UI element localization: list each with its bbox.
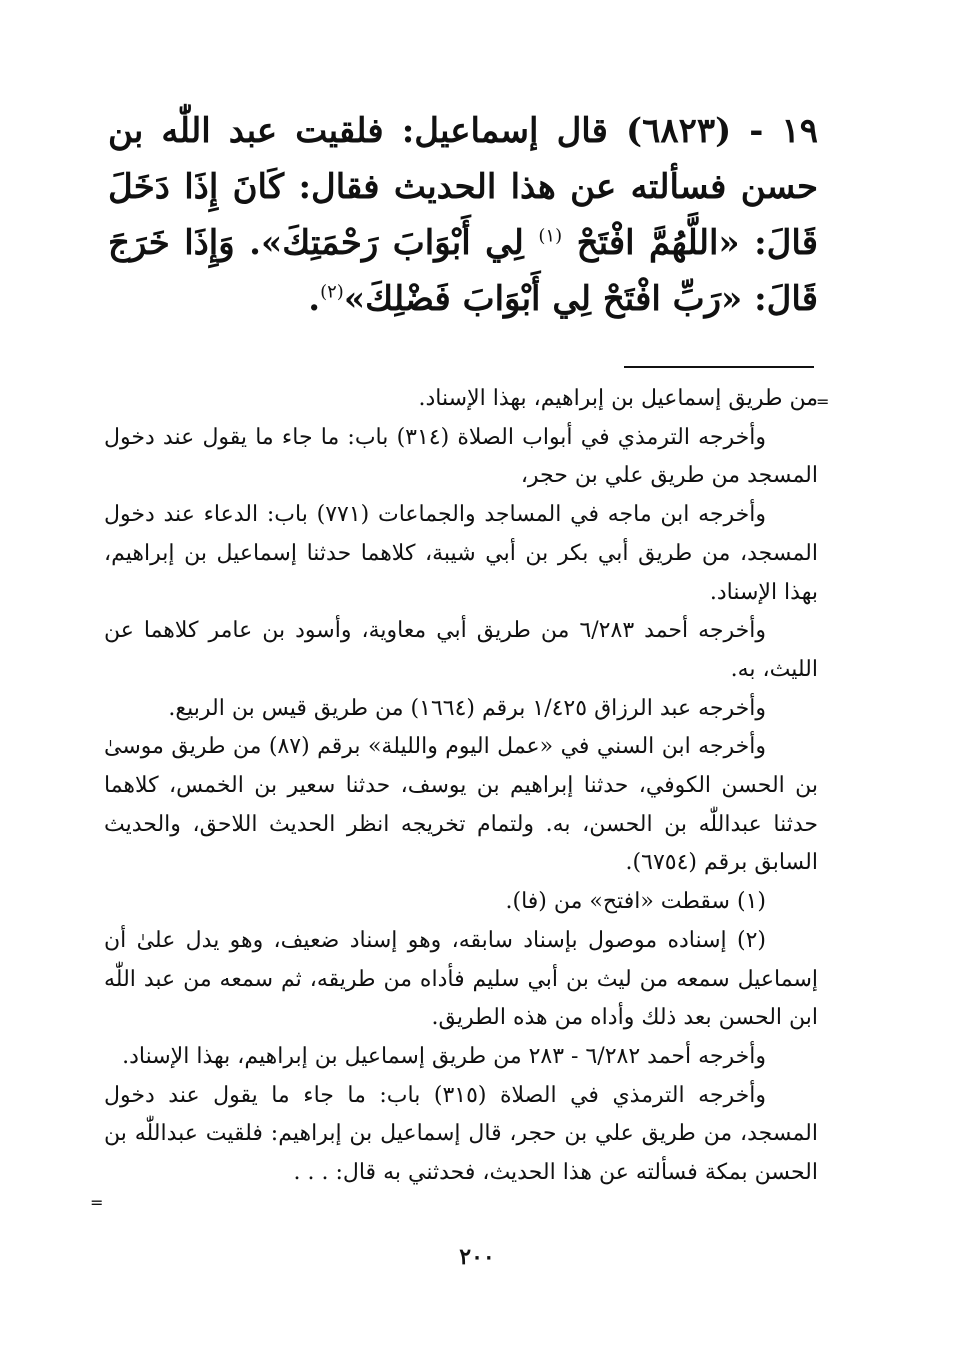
footnote-ref-2[interactable]: (٢)	[320, 281, 344, 303]
footnote-1: (١) سقطت «افتح» من (فا).	[505, 889, 766, 915]
continuation-marker-bottom: =	[90, 1193, 104, 1212]
hadith-number: ١٩ - (٦٨٢٣)	[625, 111, 818, 151]
footnote-paragraph: وأخرجه ابن ماجه في المساجد والجماعات (٧٧١) باب: الدعاء عند دخول المسجد، من طريق أبي بكر بن أبي شيبة، كلاهما حدثنا إسماعيل بن إبراهيم، بهذا الإسناد.	[104, 502, 818, 605]
footnote-2: (٢) إسناده موصول بإسناد سابقه، وهو إسناد ضعيف، وهو يدل علىٰ أن إسماعيل سمعه من ليث بن أبي سليم فأداه من طريقه، ثم سمعه من عبد اللّٰه ابن الحسن بعد ذلك وأداه من هذه الطريق.	[104, 927, 818, 1031]
hadith-paragraph	[108, 103, 818, 327]
footnote-paragraph: من طريق إسماعيل بن إبراهيم، بهذا الإسناد.	[418, 386, 818, 411]
footnote-paragraph: وأخرجه أحمد ٦/٢٨٣ من طريق أبي معاوية، وأسود بن عامر كلاهما عن الليث، به.	[104, 618, 818, 682]
continuation-marker: =	[816, 392, 830, 411]
footnote-paragraph: وأخرجه ابن السني في «عمل اليوم والليلة» برقم (٨٧) من طريق موسىٰ بن الحسن الكوفي، حدثنا إبراهيم بن يوسف، حدثنا سعير بن الخمس، كلاهما حدثنا عبداللّٰه بن الحسن، به. ولتمام تخريجه انظر الحديث اللاحق، والحديث السابق برقم (٦٧٥٤).	[104, 734, 818, 876]
hadith-text-part-1: كَانَ إِذَا دَخَلَ قَالَ: «اللَّهُمَّ افْتَحْ	[108, 167, 818, 263]
footnote-divider	[624, 366, 814, 368]
hadith-end-punct: .	[308, 279, 321, 319]
footnote-paragraph: وأخرجه الترمذي في الصلاة (٣١٥) باب: ما جاء ما يقول عند دخول المسجد، من طريق علي بن حجر، قال إسماعيل بن إبراهيم: فلقيت عبداللّٰه بن الحسن بمكة فسألته عن هذا الحديث، فحدثني به قال: . . .	[104, 1082, 818, 1186]
footnote-ref-1[interactable]: (١)	[538, 225, 563, 247]
hadith-intro: قال إسماعيل: فلقيت عبد اللّٰه بن حسن فسألته عن هذا الحديث فقال:	[108, 111, 818, 207]
footnote-paragraph: وأخرجه عبد الرزاق ١/٤٢٥ برقم (١٦٦٤) من طريق قيس بن الربيع.	[168, 695, 766, 721]
footnotes-section	[104, 380, 818, 1193]
page-number: ٢٠٠	[459, 1244, 495, 1270]
footnote-paragraph: وأخرجه الترمذي في أبواب الصلاة (٣١٤) باب: ما جاء ما يقول عند دخول المسجد من طريق علي بن حجر،	[104, 424, 818, 489]
hadith-text-part-2: لِي أَبْوَابَ رَحْمَتِكَ». وَإِذَا خَرَجَ قَالَ: «رَبِّ افْتَحْ لِي أَبْوَابَ فَضْلِكَ»	[108, 223, 818, 319]
footnote-paragraph: وأخرجه أحمد ٦/٢٨٢ - ٢٨٣ من طريق إسماعيل بن إبراهيم، بهذا الإسناد.	[122, 1043, 766, 1069]
